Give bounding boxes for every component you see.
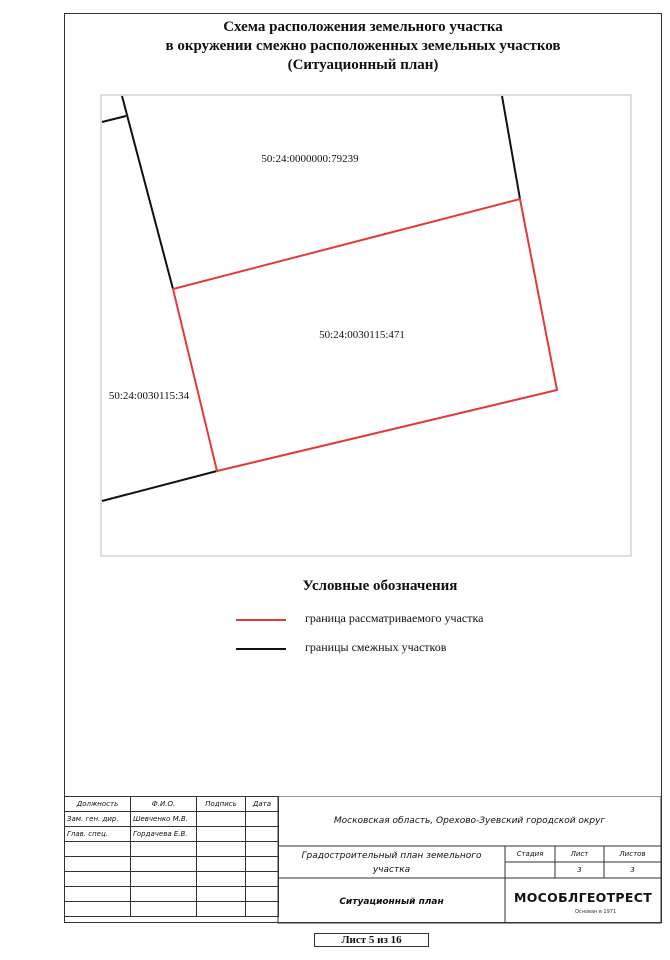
- title-line-3: (Ситуационный план): [287, 57, 439, 73]
- map-frame: [101, 95, 631, 556]
- sheet-label: Лист: [570, 850, 589, 858]
- sheet-value: 3: [577, 866, 582, 874]
- header-position: Должность: [65, 797, 131, 812]
- sheets-value: 3: [630, 866, 635, 874]
- row-name: Гордачева Е.В.: [131, 827, 197, 842]
- company-logo-text: МОСОБЛГЕОТРЕСТ: [514, 890, 653, 905]
- row-position: Зам. ген. дир.: [65, 812, 131, 827]
- address-text: Московская область, Орехово-Зуевский городской округ: [333, 816, 606, 826]
- adjacent-boundary-east: [502, 96, 520, 199]
- legend-title: Условные обозначения: [302, 578, 458, 594]
- parcel-label-79239: 50:24:0000000:79239: [261, 153, 359, 165]
- drawing-title: Ситуационный план: [339, 897, 444, 907]
- row-position: Глав. спец.: [65, 827, 131, 842]
- title-line-1: Схема расположения земельного участка: [223, 19, 503, 35]
- legend-label-subject: граница рассматриваемого участка: [305, 611, 484, 625]
- stage-label: Стадия: [516, 850, 544, 858]
- legend-black-line: [236, 648, 286, 650]
- legend-label-adjacent: границы смежных участков: [305, 640, 447, 654]
- header-date: Дата: [246, 797, 279, 812]
- adjacent-boundary-west: [122, 96, 173, 289]
- header-name: Ф.И.О.: [131, 797, 197, 812]
- header-signature: Подпись: [197, 797, 246, 812]
- document-name-line-2: участка: [372, 865, 411, 875]
- row-name: Шевченко М.В.: [131, 812, 197, 827]
- legend-red-line: [236, 619, 286, 621]
- sheets-label: Листов: [619, 850, 646, 858]
- title-line-2: в окружении смежно расположенных земельных участков: [165, 38, 561, 54]
- parcel-label-34: 50:24:0030115:34: [108, 390, 190, 402]
- company-founded-note: Основан в 1971: [575, 909, 617, 915]
- page-number: Лист 5 из 16: [314, 933, 429, 947]
- document-name-line-1: Градостроительный план земельного: [301, 851, 482, 861]
- adjacent-boundary-northwest: [102, 116, 126, 122]
- adjacent-boundary-south: [102, 471, 217, 501]
- parcel-label-471: 50:24:0030115:471: [319, 329, 405, 341]
